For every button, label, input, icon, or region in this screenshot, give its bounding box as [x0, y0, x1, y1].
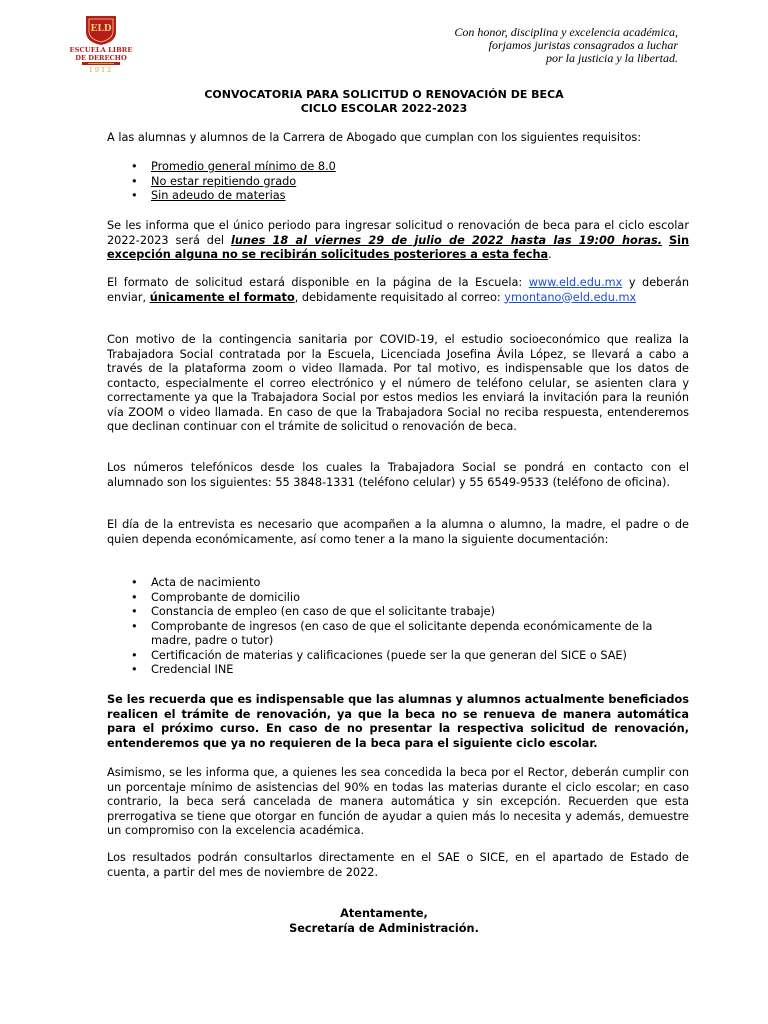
list-item: • Constancia de empleo (en caso de que el solicitante trabaje): [107, 605, 689, 620]
website-link[interactable]: www.eld.edu.mx: [528, 276, 623, 289]
motto-line: Con honor, disciplina y excelencia académica,: [454, 25, 678, 39]
requirement-text: Promedio general mínimo de 8.0: [151, 160, 336, 173]
shield-emblem-icon: [62, 14, 140, 46]
list-item: • Comprobante de ingresos (en caso de que el solicitante dependa económicamente de la madre, padre o tutor): [107, 620, 689, 649]
requirement-text: No estar repitiendo grado: [151, 174, 297, 188]
list-item: [107, 189, 689, 204]
format-paragraph: El formato de solicitud estará disponible en la página de la Escuela: www.eld.edu.mx y deberán enviar, únicamente el formato, debidamente requisitado al correo: ymontano@eld.edu.mx: [107, 276, 690, 304]
signature-closing: Atentamente,: [340, 907, 428, 920]
attendance-paragraph: Asimismo, se les informa que, a quienes les sea concedida la beca por el Rector, deberán cumplir con un porcentaje mínimo de asistencias del 90% en todas las materias durante el ciclo escolar; en caso contrario, la beca será cancelada de manera automática y sin excepción. Recuerden que esta prerrogativa se tiene que otorgar en función de ayudar a quien más lo necesita y además, demuestre un compromiso con la excelencia académica.: [107, 766, 689, 837]
list-item: [107, 175, 689, 190]
logo-text-line2: DE DERECHO: [75, 54, 127, 62]
motto-line: forjamos juristas consagrados a luchar: [488, 38, 678, 52]
signature: [0, 907, 768, 936]
title-line1: CONVOCATORIA PARA SOLICITUD O RENOVACIÓN DE BECA: [204, 88, 564, 101]
period-paragraph: Se les informa que el único periodo para ingresar solicitud o renovación de beca para el ciclo escolar 2022-2023 será del lunes 18 al viernes 29 de julio de 2022 hasta las 19:00 horas. Sin excepción alguna no se recibirán solicitudes posteriores a esta fecha.: [107, 219, 689, 261]
interview-paragraph: El día de la entrevista es necesario que acompañen a la alumna o alumno, la madre, el padre o de quien dependa económicamente, así como tener a la mano la siguiente documentación:: [107, 518, 689, 546]
email-link[interactable]: ymontano@eld.edu.mx: [504, 290, 637, 304]
logo-text-line1: ESCUELA LIBRE: [69, 46, 133, 54]
list-item: • Acta de nacimiento: [107, 576, 689, 591]
title-line2: CICLO ESCOLAR 2022-2023: [300, 102, 468, 115]
only-format-text: únicamente el formato: [149, 290, 295, 304]
document-title: [0, 88, 768, 116]
period-warning: Sin excepción alguna no se recibirán solicitudes posteriores a esta fecha: [107, 233, 689, 261]
renewal-paragraph: Se les recuerda que es indispensable que las alumnas y alumnos actualmente beneficiados realicen el trámite de renovación, ya que la beca no se renueva de manera automática para el próximo curso. En caso de no presentar la respectiva solicitud de renovación, entenderemos que ya no requieren de la beca para el siguiente ciclo escolar.: [107, 693, 689, 750]
signature-office: Secretaría de Administración.: [289, 921, 479, 935]
school-motto: [454, 26, 678, 65]
requirement-text: Sin adeudo de materias: [151, 189, 286, 202]
covid-paragraph: Con motivo de la contingencia sanitaria por COVID-19, el estudio socioeconómico que realiza la Trabajadora Social contratada por la Escuela, Licenciada Josefina Ávila López, se llevará a cabo a través de la plataforma zoom o video llamada. Por tal motivo, es indispensable que los datos de contacto, especialmente el correo electrónico y el número de teléfono celular, se asienten clara y correctamente ya que la Trabajadora Social por estos medios les enviará la invitación para la reunión vía ZOOM o video llamada. En caso de que la Trabajadora Social no reciba respuesta, entenderemos que declinan continuar con el trámite de solicitud o renovación de beca.: [107, 333, 689, 433]
results-paragraph: Los resultados podrán consultarlos directamente en el SAE o SICE, en el apartado de Estado de cuenta, a partir del mes de noviembre de 2022.: [107, 851, 689, 879]
motto-line: por la justicia y la libertad.: [546, 51, 678, 65]
list-item: • Credencial INE: [107, 663, 689, 678]
period-text: Se les informa que el único periodo para ingresar solicitud o renovación de beca para el ciclo escolar 2022-2023 será del: [107, 219, 689, 247]
school-logo: [62, 14, 140, 76]
requirements-list: [107, 160, 689, 204]
intro-paragraph: A las alumnas y alumnos de la Carrera de Abogado que cumplan con los siguientes requisitos:: [107, 131, 642, 144]
list-item: [107, 160, 689, 175]
list-item: • Certificación de materias y calificaciones (puede ser la que generan del SICE o SAE): [107, 649, 689, 664]
period-dates: lunes 18 al viernes 29 de julio de 2022 hasta las 19:00 horas.: [230, 233, 663, 247]
logo-initials: ELD: [90, 24, 112, 34]
list-item: • Comprobante de domicilio: [107, 591, 689, 606]
documents-list: [107, 576, 689, 678]
phones-paragraph: Los números telefónicos desde los cuales la Trabajadora Social se pondrá en contacto con el alumnado son los siguientes: 55 3848-1331 (teléfono celular) y 55 6549-9533 (teléfono de oficina).: [107, 461, 689, 489]
logo-year: 1912: [88, 66, 114, 74]
